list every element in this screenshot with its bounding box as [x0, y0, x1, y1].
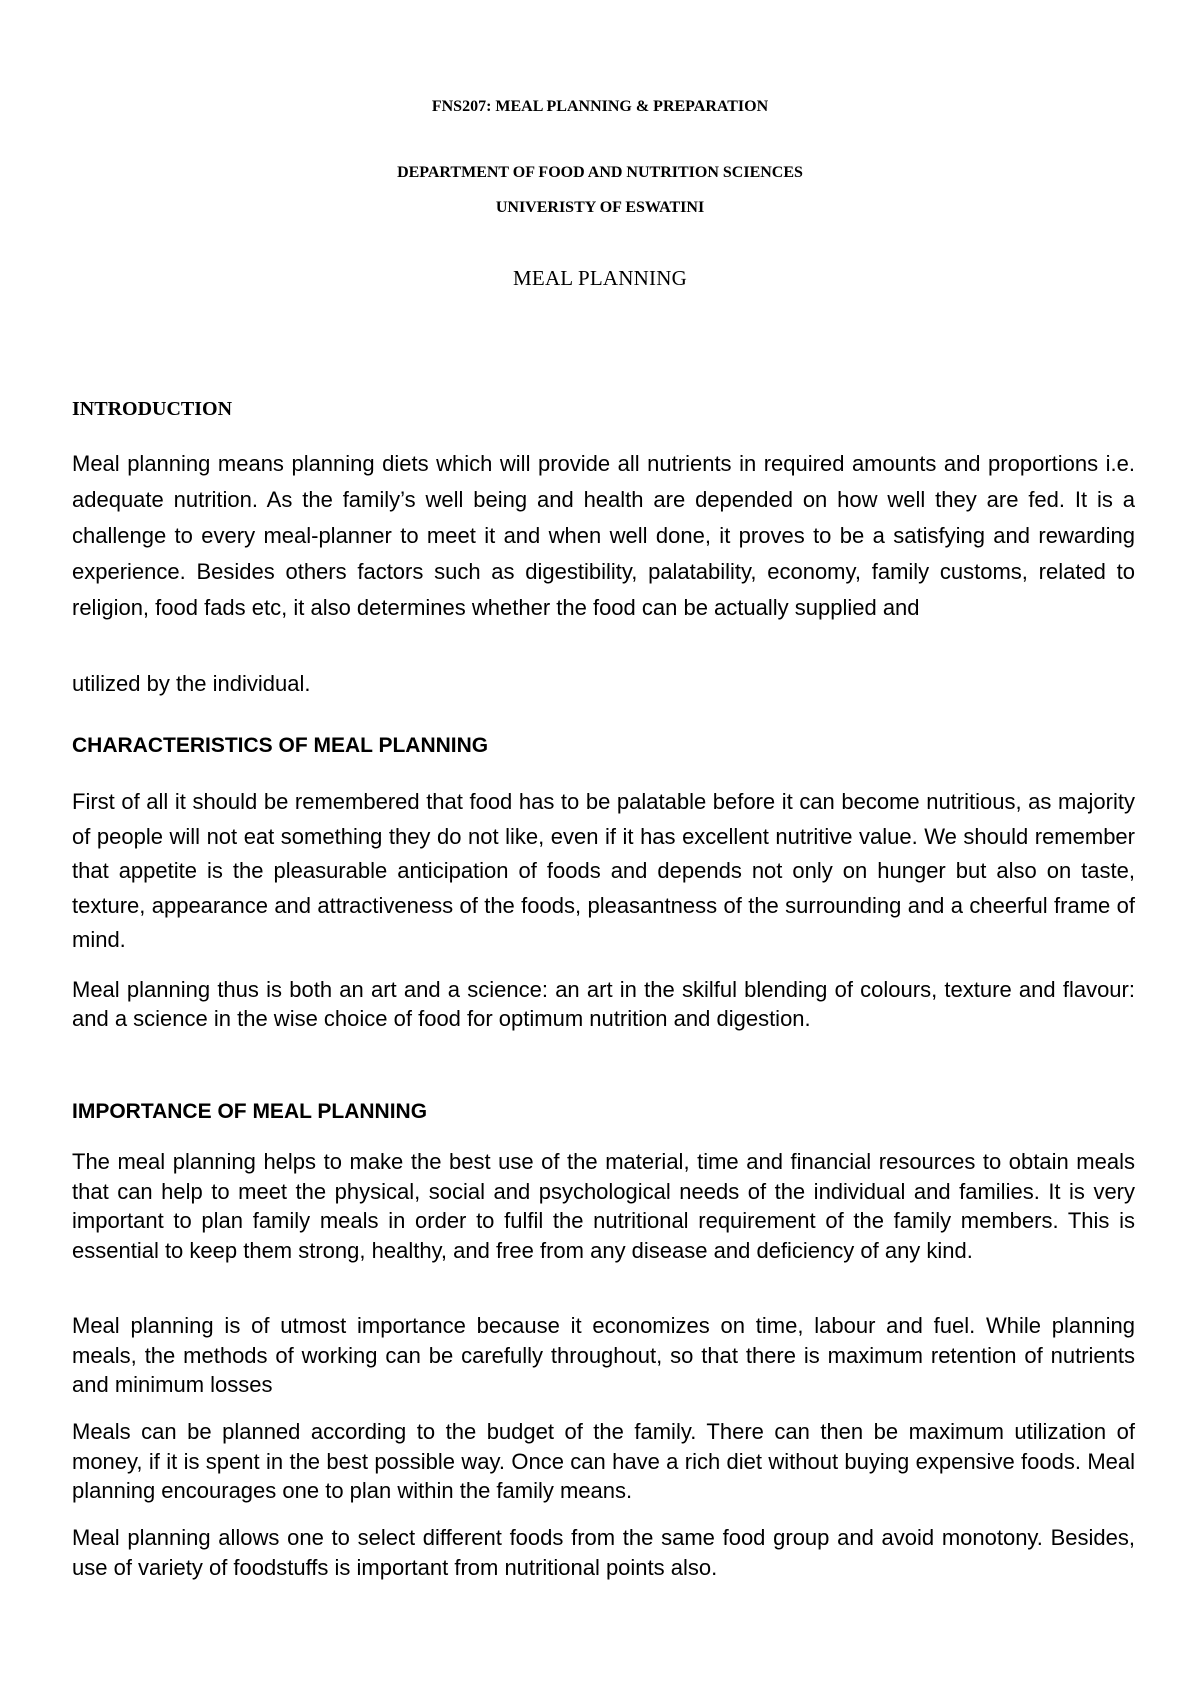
importance-paragraph: Meal planning allows one to select different foods from the same food group and avoid monotony. Besides, use of variety of foodstuffs is important from nutritional points also. — [72, 1525, 1135, 1580]
importance-paragraph: Meals can be planned according to the budget of the family. There can then be maximum utilization of money, if it is spent in the best possible way. Once can have a rich diet without buying expensive foods. Meal planning encourages one to plan within the family means. — [72, 1419, 1135, 1503]
introduction-paragraph-end: utilized by the individual. — [72, 671, 311, 696]
importance-paragraph: Meal planning is of utmost importance because it economizes on time, labour and fuel. While planning meals, the methods of working can be carefully throughout, so that there is maximum retention of nutrients and minimum losses — [72, 1313, 1135, 1397]
department-name: DEPARTMENT OF FOOD AND NUTRITION SCIENCES — [397, 164, 803, 181]
importance-heading: IMPORTANCE OF MEAL PLANNING — [72, 1100, 428, 1123]
document-title: MEAL PLANNING — [513, 266, 687, 290]
importance-paragraph: The meal planning helps to make the best use of the material, time and financial resources to obtain meals that can help to meet the physical, social and psychological needs of the individual and families. It is very important to plan family meals in order to fulfil the nutritional requirement of the family members. This is essential to keep them strong, healthy, and free from any disease and deficiency of any kind. — [72, 1149, 1135, 1263]
course-title: FNS207: MEAL PLANNING & PREPARATION — [431, 98, 769, 115]
characteristics-paragraph: First of all it should be remembered that food has to be palatable before it can become nutritious, as majority of people will not eat something they do not like, even if it has excellent nutritive value. We should remember that appetite is the pleasurable anticipation of foods and depends not only on hunger but also on taste, texture, appearance and attractiveness of the foods, pleasantness of the surrounding and a cheerful frame of mind. — [72, 789, 1135, 952]
characteristics-paragraph: Meal planning thus is both an art and a science: an art in the skilful blending of colours, texture and flavour: and a science in the wise choice of food for optimum nutrition and digestion. — [72, 977, 1135, 1031]
university-name: UNIVERISTY OF ESWATINI — [495, 199, 705, 216]
introduction-paragraph: Meal planning means planning diets which will provide all nutrients in required amounts and proportions i.e. adequate nutrition. As the family’s well being and health are depended on how well they are fed. It is a challenge to every meal-planner to meet it and when well done, it proves to be a satisfying and rewarding experience. Besides others factors such as digestibility, palatability, economy, family customs, related to religion, food fads etc, it also determines whether the food can be actually supplied and — [72, 451, 1135, 620]
introduction-heading: INTRODUCTION — [72, 398, 233, 420]
characteristics-heading: CHARACTERISTICS OF MEAL PLANNING — [72, 734, 489, 757]
